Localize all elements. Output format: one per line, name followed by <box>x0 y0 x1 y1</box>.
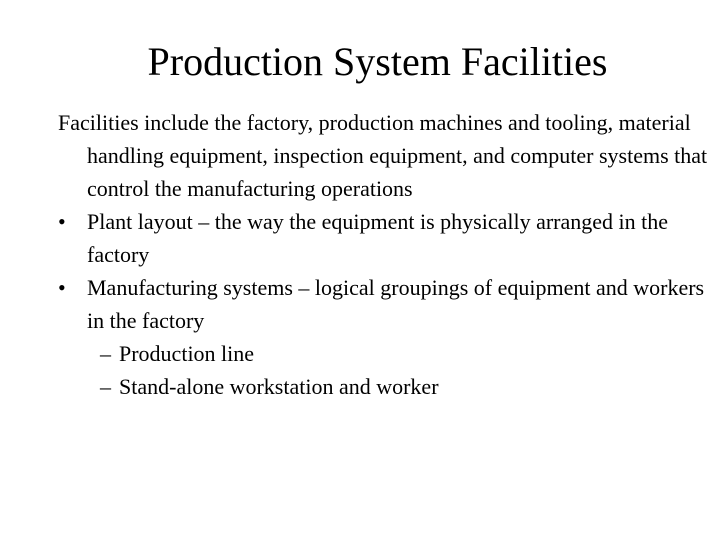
bullet-item-plant-layout <box>58 205 708 271</box>
sub-item-text: Production line <box>119 341 255 366</box>
bullet-text: Plant layout – the way the equipment is physically arranged in the factory <box>87 209 669 267</box>
sub-bullet-list <box>58 337 708 403</box>
slide-body <box>58 106 708 403</box>
dash-icon: – <box>100 341 111 366</box>
bullet-text: Manufacturing systems – logical groupings of equipment and workers in the factory <box>87 275 705 333</box>
sub-item-production-line <box>58 337 708 370</box>
dash-icon: – <box>100 374 111 399</box>
sub-item-text: Stand-alone workstation and worker <box>119 374 439 399</box>
bullet-icon: • <box>58 209 66 234</box>
bullet-icon: • <box>58 275 66 300</box>
intro-paragraph: Facilities include the factory, production machines and tooling, material handling equipment, inspection equipment, and computer systems that control the manufacturing operations <box>58 110 708 201</box>
slide-title: Production System Facilities <box>147 39 608 84</box>
sub-item-standalone-workstation <box>58 370 708 403</box>
bullet-item-manufacturing-systems <box>58 271 708 337</box>
bullet-list <box>58 205 708 337</box>
